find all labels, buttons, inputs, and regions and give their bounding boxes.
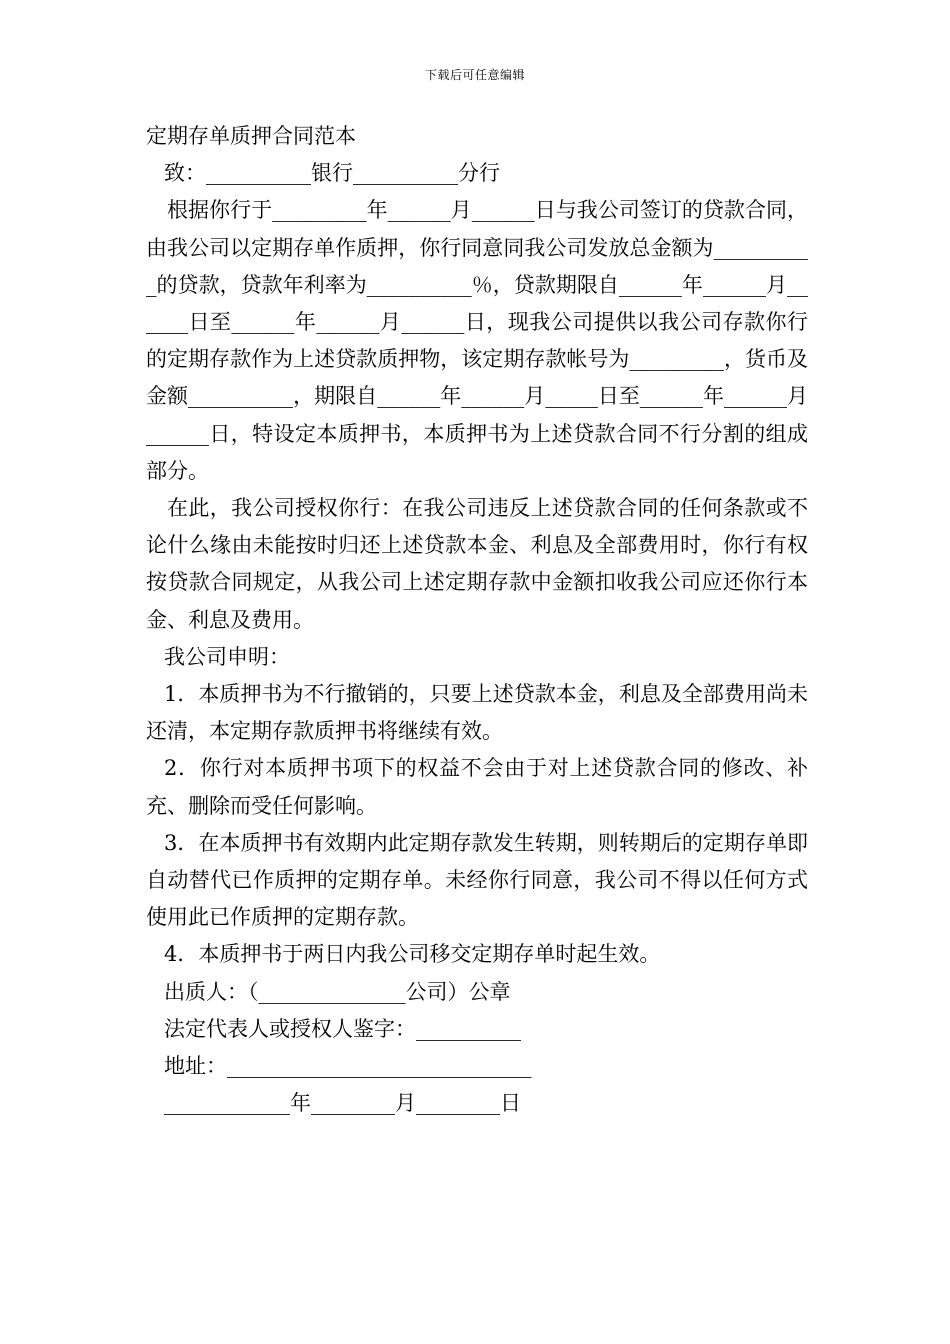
declaration-item-4: 4．本质押书于两日内我公司移交定期存单时起生效。: [164, 942, 661, 967]
declaration-item-2: 2．你行对本质押书项下的权益不会由于对上述贷款合同的修改、补充、删除而受任何影响。: [146, 756, 808, 818]
pledgor-line: 出质人：（______________公司）公章: [164, 979, 511, 1004]
header-note: 下载后可任意编辑: [424, 68, 525, 82]
declaration-item-1: 1．本质押书为不行撤销的，只要上述贷款本金，利息及全部费用尚未还清，本定期存款质押书将继续有效。: [146, 682, 808, 744]
document-body: [146, 118, 808, 1122]
paragraph-loan-terms: 根据你行于_________年______月______日与我公司签订的贷款合同，由我公司以定期存单作质押，你行同意同我公司发放总金额为__________的贷款，贷款年利率为__________％，贷款期限自______年______月______日至______年______月______日，现我公司提供以我公司存款你行的定期存款作为上述贷款质押物，该定期存款帐号为_________，货币及金额__________，期限自______年______月_____日至______年______月______日，特设定本质押书，本质押书为上述贷款合同不行分割的组成部分。: [146, 198, 808, 483]
document-title: 定期存单质押合同范本: [146, 124, 356, 148]
declaration-heading: 我公司申明：: [164, 644, 290, 669]
representative-signature-line: 法定代表人或授权人鉴字：__________: [164, 1016, 521, 1041]
addressee-line: 致：__________银行__________分行: [164, 161, 500, 186]
paragraph-authorization: 在此，我公司授权你行：在我公司违反上述贷款合同的任何条款或不论什么缘由未能按时归还上述贷款本金、利息及全部费用时，你行有权按贷款合同规定，从我公司上述定期存款中金额扣收我公司应还你行本金、利息及费用。: [146, 496, 808, 632]
date-line: ____________年________月________日: [164, 1091, 521, 1116]
address-line: 地址：_____________________________: [164, 1054, 532, 1079]
declaration-item-3: 3．在本质押书有效期内此定期存款发生转期，则转期后的定期存单即自动替代已作质押的定期存单。未经你行同意，我公司不得以任何方式使用此已作质押的定期存款。: [146, 830, 808, 930]
